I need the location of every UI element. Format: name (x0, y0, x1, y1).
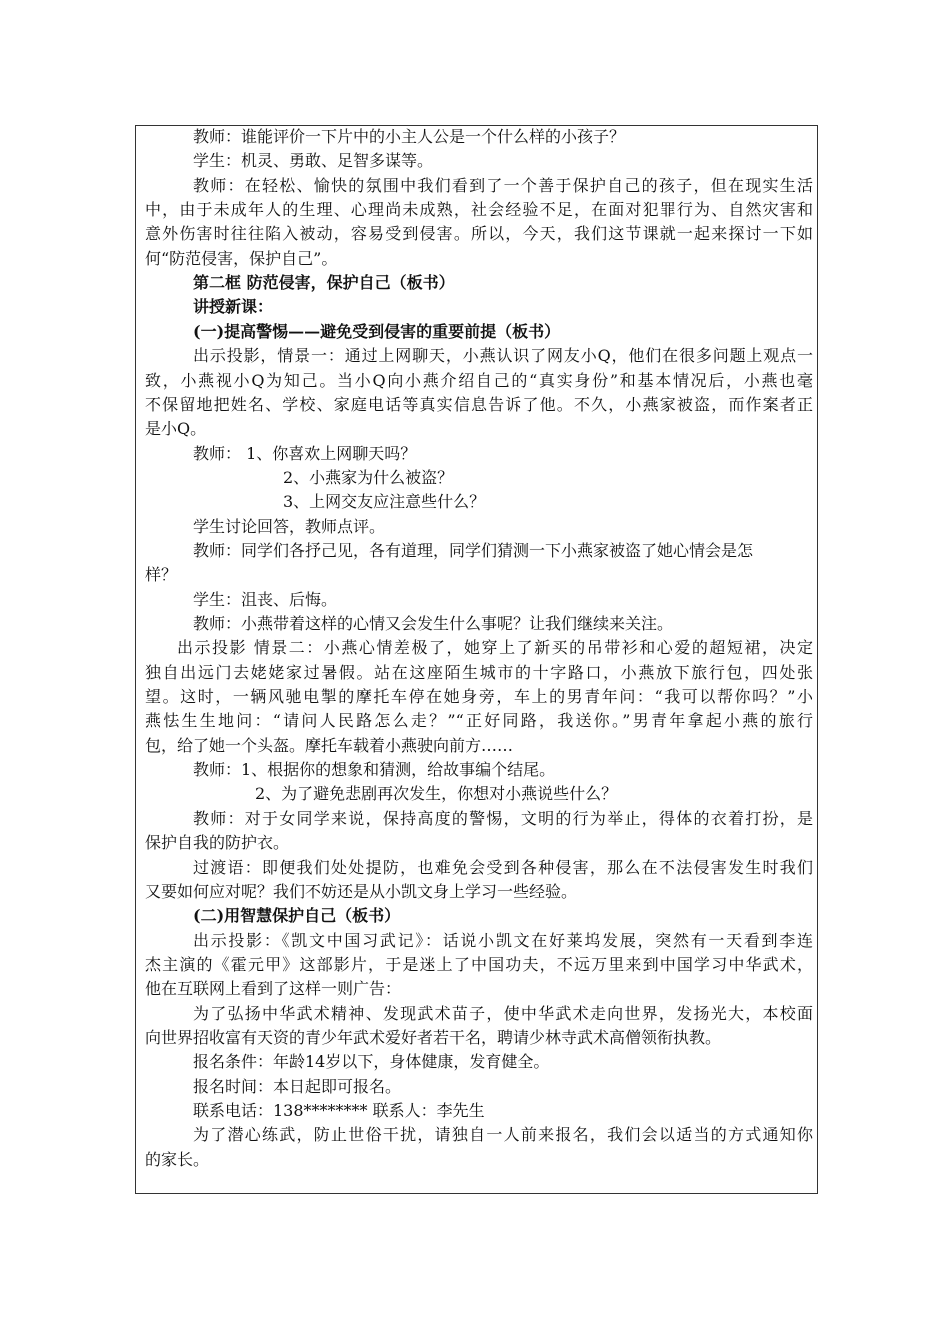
text-line: 独自出远门去姥姥家过暑假。站在这座陌生城市的十字路口，小燕放下旅行包，四处张 (145, 662, 813, 682)
text-line: 不保留地把姓名、学校、家庭电话等真实信息告诉了他。不久，小燕家被盗，而作案者正 (145, 394, 813, 414)
text-line: 何“防范侵害，保护自己”。 (145, 248, 338, 268)
text-line: 学生：机灵、勇敢、足智多谋等。 (193, 151, 434, 171)
text-line: 为了弘扬中华武术精神、发现武术苗子，使中华武术走向世界，发扬光大，本校面 (193, 1003, 813, 1023)
text-line: 保护自我的防护衣。 (145, 833, 290, 853)
text-line: 出示投影，情景一：通过上网聊天，小燕认识了网友小Q，他们在很多问题上观点一 (193, 346, 813, 366)
text-line: 第二框 防范侵害，保护自己（板书） (193, 273, 455, 293)
text-line: 教师：1、根据你的想象和猜测，给故事编个结尾。 (193, 760, 556, 780)
text-line: 包，给了她一个头盔。摩托车载着小燕驶向前方…… (145, 735, 514, 755)
text-line: 又要如何应对呢？我们不妨还是从小凯文身上学习一些经验。 (145, 881, 578, 901)
text-line: 为了潜心练武，防止世俗干扰，请独自一人前来报名，我们会以适当的方式通知你 (193, 1125, 813, 1145)
text-line: 他在互联网上看到了这样一则广告： (145, 979, 402, 999)
text-line: 样？ (145, 565, 178, 585)
text-line: 过渡语：即便我们处处提防，也难免会受到各种侵害，那么在不法侵害发生时我们 (193, 857, 813, 877)
text-line: 学生：沮丧、后悔。 (193, 589, 338, 609)
text-line: 教师： 1、你喜欢上网聊天吗？ (193, 443, 417, 463)
text-line: 报名时间：本日起即可报名。 (193, 1076, 402, 1096)
text-line: 致，小燕视小Q为知己。当小Q向小燕介绍自己的“真实身份”和基本情况后，小燕也毫 (145, 370, 813, 390)
text-line: (二)用智慧保护自己（板书） (193, 906, 401, 926)
text-line: 联系电话：138******** 联系人：李先生 (193, 1101, 485, 1120)
text-line: 向世界招收富有天资的青少年武术爱好者若干名，聘请少林寺武术高僧领衔执教。 (145, 1027, 722, 1047)
text-line: 教师：谁能评价一下片中的小主人公是一个什么样的小孩子？ (193, 127, 626, 146)
text-line: 2、为了避免悲剧再次发生，你想对小燕说些什么？ (255, 784, 618, 804)
text-line: 出示投影：《凯文中国习武记》：话说小凯文在好莱坞发展，突然有一天看到李连 (193, 930, 813, 950)
text-line: 讲授新课： (193, 297, 274, 317)
text-line: 中，由于未成年人的生理、心理尚未成熟，社会经验不足，在面对犯罪行为、自然灾害和 (145, 200, 813, 220)
text-line: 2、小燕家为什么被盗？ (283, 467, 454, 487)
text-line: 望。这时，一辆风驰电掣的摩托车停在她身旁，车上的男青年问：“我可以帮你吗？”小 (145, 687, 813, 707)
text-line: 出示投影 情景二：小燕心情差极了，她穿上了新买的吊带衫和心爱的超短裙，决定 (177, 638, 813, 658)
text-line: 意外伤害时往往陷入被动，容易受到侵害。所以，今天，我们这节课就一起来探讨一下如 (145, 224, 813, 244)
text-line: 杰主演的《霍元甲》这部影片，于是迷上了中国功夫，不远万里来到中国学习中华武术， (145, 954, 813, 974)
text-line: 的家长。 (145, 1149, 210, 1169)
text-line: 教师：对于女同学来说，保持高度的警惕，文明的行为举止，得体的衣着打扮，是 (193, 808, 813, 828)
text-line: 报名条件：年龄14岁以下，身体健康，发育健全。 (193, 1052, 550, 1072)
text-line: 燕怯生生地问：“请问人民路怎么走？”“正好同路，我送你。”男青年拿起小燕的旅行 (145, 711, 813, 731)
text-line: 学生讨论回答，教师点评。 (193, 516, 386, 536)
text-line: 教师：同学们各抒己见，各有道理，同学们猜测一下小燕家被盗了她心情会是怎 (193, 540, 754, 560)
text-line: 3、上网交友应注意些什么？ (283, 492, 486, 512)
text-line: 教师：小燕带着这样的心情又会发生什么事呢？让我们继续来关注。 (193, 614, 674, 633)
text-line: (一)提高警惕——避免受到侵害的重要前提（板书） (193, 321, 561, 341)
text-line: 教师：在轻松、愉快的氛围中我们看到了一个善于保护自己的孩子，但在现实生活 (193, 175, 813, 195)
text-line: 是小Q。 (145, 419, 207, 439)
